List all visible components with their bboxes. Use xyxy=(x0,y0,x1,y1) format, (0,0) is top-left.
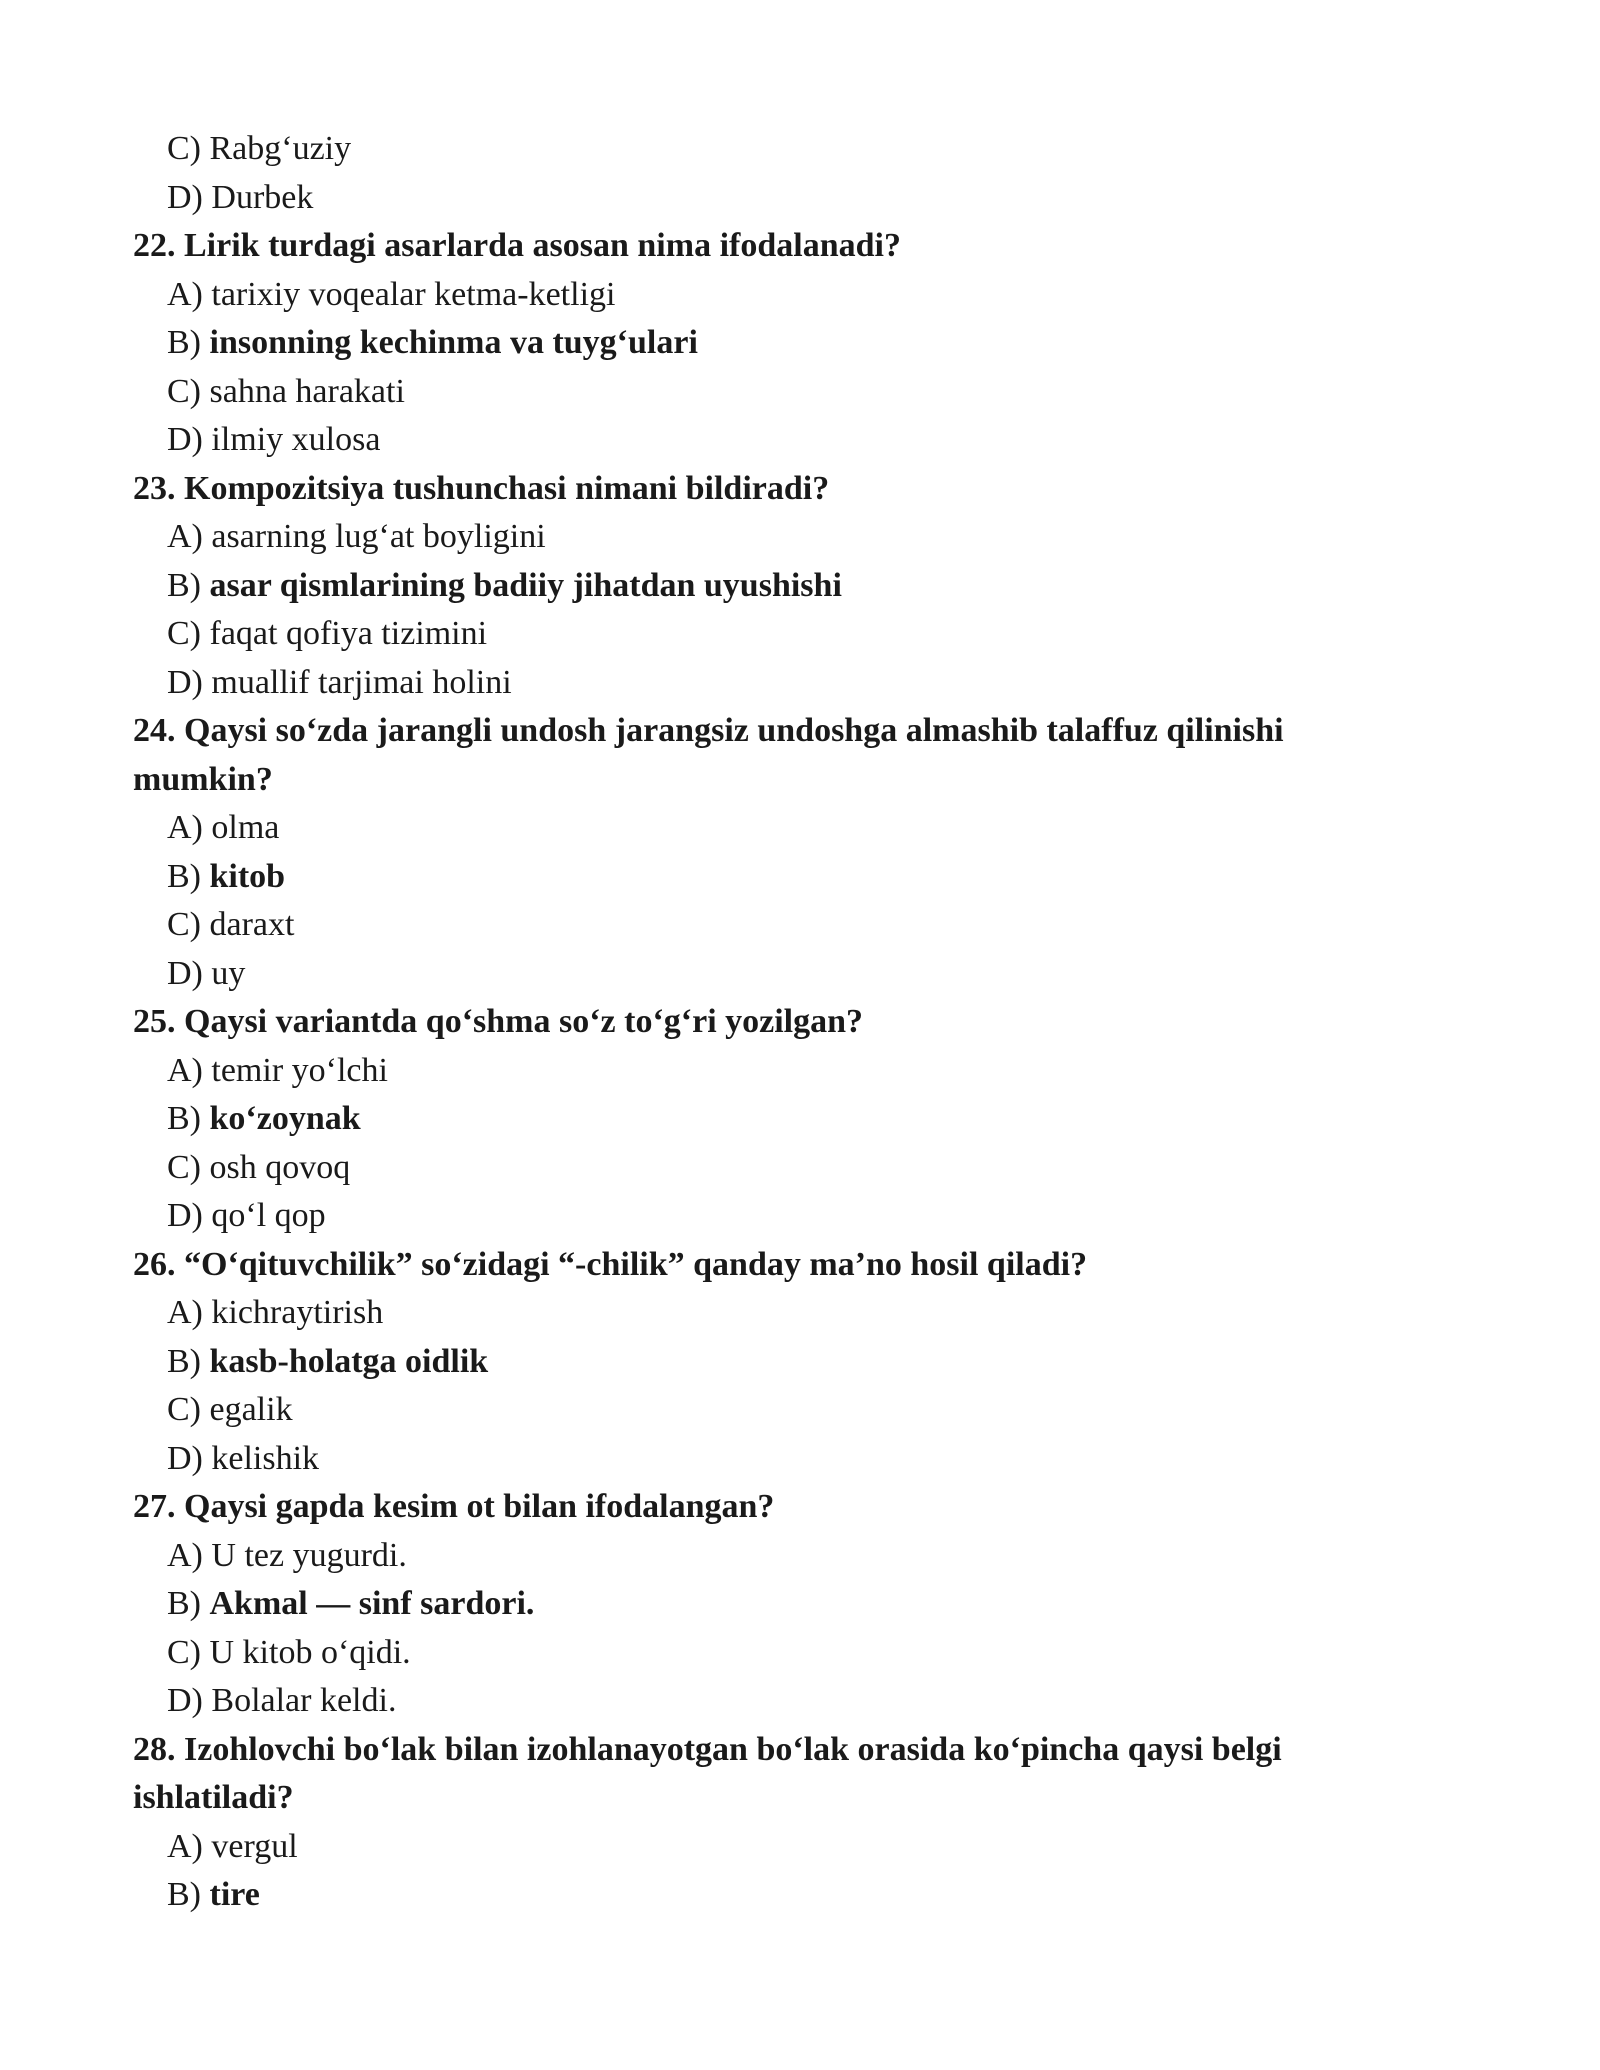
answer-option xyxy=(133,1532,1433,1581)
answer-option xyxy=(133,1823,1433,1872)
option-text: asar qismlarining badiiy jihatdan uyushishi xyxy=(209,566,842,604)
option-letter: D) xyxy=(167,1439,203,1477)
option-letter: A) xyxy=(167,809,203,846)
option-text: temir yo‘lchi xyxy=(211,1051,388,1089)
option-text: muallif tarjimai holini xyxy=(211,663,512,701)
option-letter: A) xyxy=(167,1294,203,1331)
option-letter: A) xyxy=(167,1536,203,1574)
option-text: kasb-holatga oidlik xyxy=(209,1342,489,1380)
option-text: qo‘l qop xyxy=(211,1197,326,1234)
option-text: ko‘zoynak xyxy=(209,1100,361,1137)
answer-option xyxy=(133,416,1433,465)
option-letter: D) xyxy=(167,178,203,216)
option-text: Bolalar keldi. xyxy=(211,1682,397,1719)
answer-option xyxy=(133,368,1433,417)
option-letter: C) xyxy=(167,130,201,167)
option-letter: A) xyxy=(167,1827,203,1865)
answer-option xyxy=(133,1047,1433,1096)
option-text: ilmiy xulosa xyxy=(211,421,381,458)
option-letter: C) xyxy=(167,615,201,652)
option-text: sahna harakati xyxy=(209,372,405,410)
question-text: 26. “O‘qituvchilik” so‘zidagi “-chilik” qanday ma’no hosil qiladi? xyxy=(133,1245,1088,1283)
answer-option-correct xyxy=(133,1580,1433,1629)
option-letter: D) xyxy=(167,1682,203,1719)
option-text: kitob xyxy=(209,857,286,895)
option-text: uy xyxy=(211,954,246,992)
answer-option xyxy=(133,174,1433,223)
answer-option xyxy=(133,1629,1433,1678)
question-text: 25. Qaysi variantda qo‘shma so‘z to‘g‘ri yozilgan? xyxy=(133,1003,864,1040)
answer-option xyxy=(133,950,1433,999)
answer-option xyxy=(133,513,1433,562)
option-letter: C) xyxy=(167,906,201,943)
option-letter: C) xyxy=(167,1633,201,1671)
option-letter: A) xyxy=(167,518,203,555)
option-letter: D) xyxy=(167,663,203,701)
option-text: daraxt xyxy=(209,906,295,943)
option-letter: C) xyxy=(167,372,201,410)
answer-option-correct xyxy=(133,853,1433,902)
question-text: mumkin? xyxy=(133,760,273,798)
answer-option xyxy=(133,1435,1433,1484)
option-text: insonning kechinma va tuyg‘ulari xyxy=(209,324,698,361)
option-letter: D) xyxy=(167,421,203,458)
option-text: tarixiy voqealar ketma-ketligi xyxy=(211,275,616,313)
answer-option xyxy=(133,1144,1433,1193)
answer-option-correct xyxy=(133,1338,1433,1387)
answer-option xyxy=(133,1192,1433,1241)
option-text: Durbek xyxy=(211,178,314,216)
option-letter: B) xyxy=(167,324,201,361)
question-text: ishlatiladi? xyxy=(133,1779,294,1816)
option-text: olma xyxy=(211,809,280,846)
option-letter: B) xyxy=(167,1100,201,1137)
option-text: U tez yugurdi. xyxy=(211,1536,407,1574)
answer-option xyxy=(133,1289,1433,1338)
option-letter: B) xyxy=(167,566,201,604)
option-letter: D) xyxy=(167,954,203,992)
answer-option xyxy=(133,901,1433,950)
answer-option-correct xyxy=(133,562,1433,611)
option-text: Akmal — sinf sardori. xyxy=(209,1585,535,1622)
quiz-content xyxy=(133,125,1433,1920)
option-letter: B) xyxy=(167,1585,201,1622)
option-letter: B) xyxy=(167,1876,201,1913)
answer-option-correct xyxy=(133,319,1433,368)
option-text: Rabg‘uziy xyxy=(209,130,352,167)
option-text: kelishik xyxy=(211,1439,320,1477)
option-letter: B) xyxy=(167,1342,201,1380)
question-text: 23. Kompozitsiya tushunchasi nimani bildiradi? xyxy=(133,469,830,507)
option-letter: B) xyxy=(167,857,201,895)
option-text: vergul xyxy=(211,1827,298,1865)
option-text: kichraytirish xyxy=(211,1294,384,1331)
option-text: egalik xyxy=(209,1391,293,1428)
option-text: U kitob o‘qidi. xyxy=(209,1633,411,1671)
option-text: osh qovoq xyxy=(209,1148,351,1186)
answer-option-correct xyxy=(133,1871,1433,1920)
answer-option xyxy=(133,804,1433,853)
answer-option xyxy=(133,125,1433,174)
option-letter: C) xyxy=(167,1148,201,1186)
option-text: asarning lug‘at boyligini xyxy=(211,518,546,555)
option-text: faqat qofiya tizimini xyxy=(209,615,488,652)
option-letter: A) xyxy=(167,1051,203,1089)
answer-option-correct xyxy=(133,1095,1433,1144)
answer-option xyxy=(133,659,1433,708)
question-text: 28. Izohlovchi bo‘lak bilan izohlanayotgan bo‘lak orasida ko‘pincha qaysi belgi xyxy=(133,1730,1282,1768)
question-text: 27. Qaysi gapda kesim ot bilan ifodalangan? xyxy=(133,1488,775,1525)
answer-option xyxy=(133,1677,1433,1726)
option-letter: D) xyxy=(167,1197,203,1234)
answer-option xyxy=(133,610,1433,659)
option-text: tire xyxy=(209,1876,260,1913)
question-text: 22. Lirik turdagi asarlarda asosan nima ifodalanadi? xyxy=(133,227,901,264)
option-letter: A) xyxy=(167,275,203,313)
answer-option xyxy=(133,271,1433,320)
answer-option xyxy=(133,1386,1433,1435)
option-letter: C) xyxy=(167,1391,201,1428)
question-text: 24. Qaysi so‘zda jarangli undosh jarangsiz undoshga almashib talaffuz qilinishi xyxy=(133,712,1284,749)
